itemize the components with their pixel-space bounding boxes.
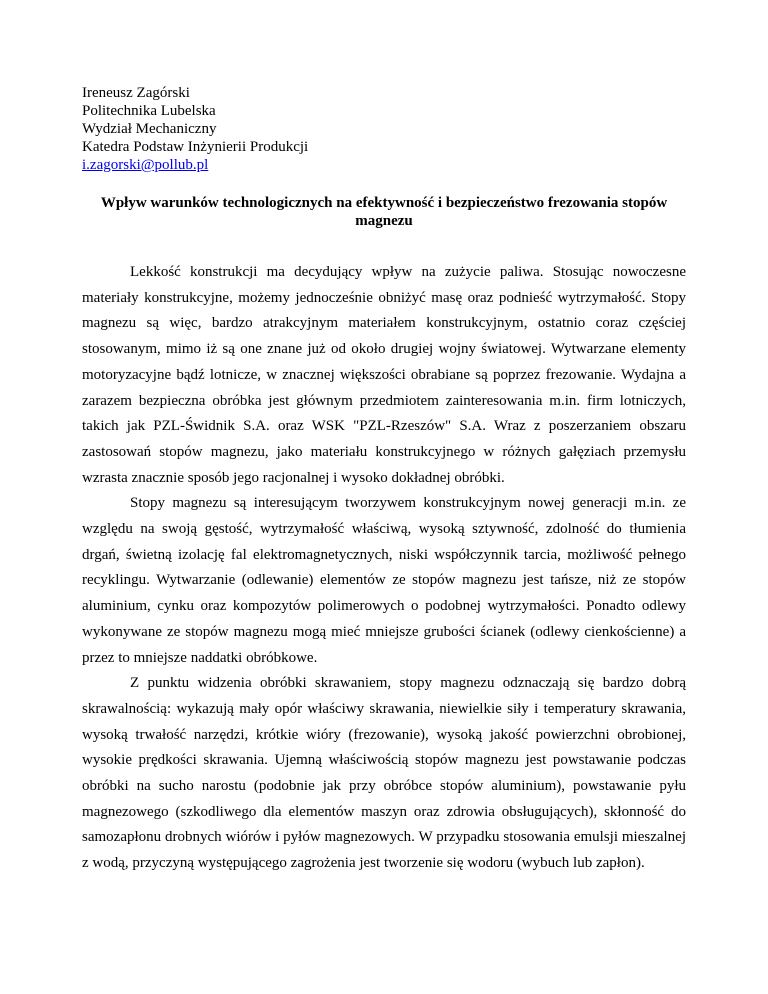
university-name: Politechnika Lubelska	[82, 103, 216, 119]
body-text	[82, 260, 686, 877]
paragraph-2: Stopy magnezu są interesującym tworzywem konstrukcyjnym nowej generacji m.in. ze względu na swoją gęstość, wytrzymałość właściwą, wysoką sztywność, zdolność do tłumienia drgań, świetną izolację fal elektromagnetycznych, niski współczynnik tarcia, możliwość pełnego recyklingu. Wytwarzanie (odlewanie) elementów ze stopów magnezu jest tańsze, niż ze stopów aluminium, cynku oraz kompozytów polimerowych o podobnej wytrzymałości. Ponadto odlewy wykonywane ze stopów magnezu mogą mieć mniejsze grubości ścianek (odlewy cienkościenne) a przez to mniejsze naddatki obróbkowe.	[82, 495, 686, 666]
paragraph-3: Z punktu widzenia obróbki skrawaniem, stopy magnezu odznaczają się bardzo dobrą skrawalnością: wykazują mały opór właściwy skrawania, niewielkie siły i temperatury skrawania, wysoką trwałość narzędzi, krótkie wióry (frezowanie), wysoką jakość powierzchni obrobionej, wysokie prędkości skrawania. Ujemną właściwością stopów magnezu jest powstawanie podczas obróbki na sucho narostu (podobnie jak przy obróbce stopów aluminium), powstawanie pyłu magnezowego (szkodliwego dla elementów maszyn oraz zdrowia obsługujących), skłonność do samozapłonu drobnych wiórów i pyłów magnezowych. W przypadku stosowania emulsji mieszalnej z wodą, przyczyną występującego zagrożenia jest tworzenie się wodoru (wybuch lub zapłon).	[82, 675, 686, 872]
author-block	[82, 84, 682, 174]
author-name: Ireneusz Zagórski	[82, 85, 190, 101]
faculty-name: Wydział Mechaniczny	[82, 121, 217, 137]
department-name: Katedra Podstaw Inżynierii Produkcji	[82, 139, 309, 155]
paragraph-1: Lekkość konstrukcji ma decydujący wpływ na zużycie paliwa. Stosując nowoczesne materiały konstrukcyjne, możemy jednocześnie obniżyć masę oraz podnieść wytrzymałość. Stopy magnezu są więc, bardzo atrakcyjnym materiałem konstrukcyjnym, ostatnio coraz częściej stosowanym, mimo iż są one znane już od około drugiej wojny światowej. Wytwarzane elementy motoryzacyjne bądź lotnicze, w znacznej większości obrabiane są poprzez frezowanie. Wydajna a zarazem bezpieczna obróbka jest głównym przedmiotem zainteresowania m.in. firm lotniczych, takich jak PZL-Świdnik S.A. oraz WSK "PZL-Rzeszów" S.A. Wraz z poszerzaniem obszaru zastosowań stopów magnezu, jako materiału konstrukcyjnego w różnych gałęziach przemysłu wzrasta znacznie sposób jego racjonalnej i wysoko dokładnej obróbki.	[82, 264, 686, 486]
document-title: Wpływ warunków technologicznych na efektywność i bezpieczeństwo frezowania stopów magnezu	[100, 195, 668, 229]
email-link[interactable]: i.zagorski@pollub.pl	[82, 157, 209, 173]
